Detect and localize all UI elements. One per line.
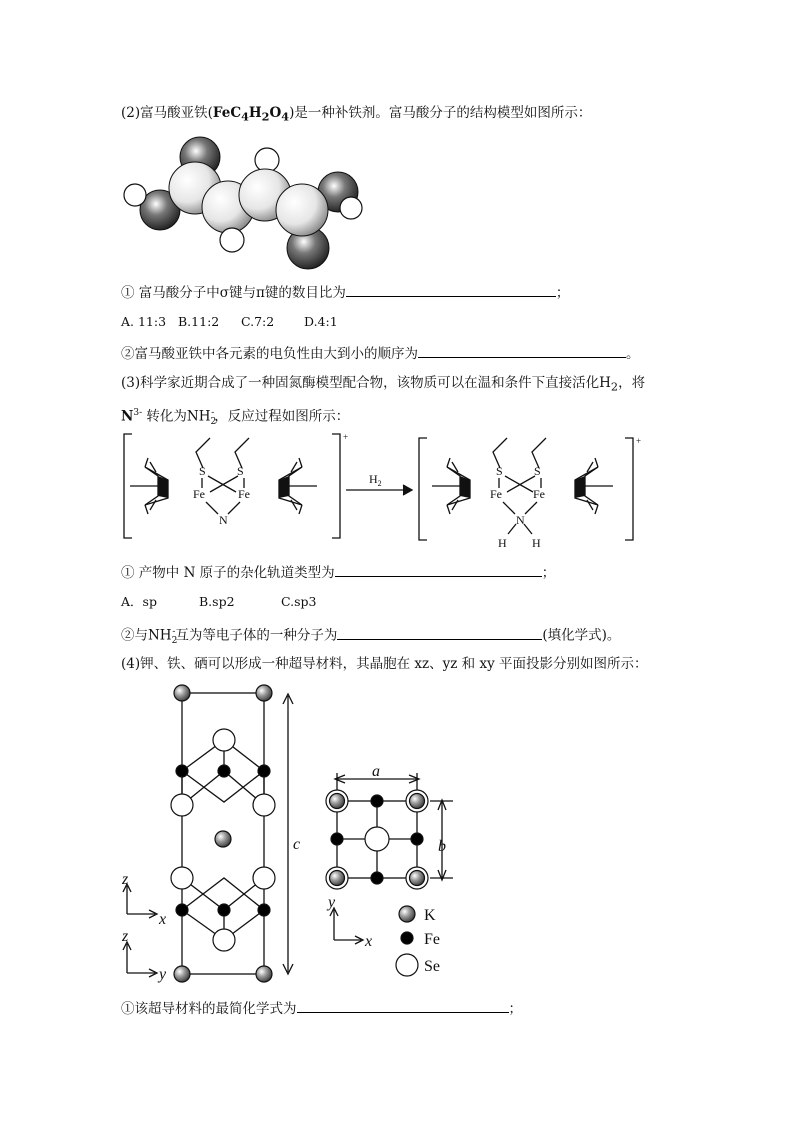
q2-item2-text: ②富马酸亚铁中各元素的电负性由大到小的顺序为 xyxy=(121,346,418,362)
n-symbol: N xyxy=(121,408,134,425)
q3-item1-end: ； xyxy=(541,565,556,581)
q3-intro2-end: ，反应过程如图所示： xyxy=(214,408,350,425)
sub-4b: 4 xyxy=(281,109,290,124)
nitrogen-label: N xyxy=(219,513,228,527)
k-atom xyxy=(410,794,425,809)
hydrogen-label: H xyxy=(498,536,507,550)
fe-atom xyxy=(176,765,188,777)
se-atom xyxy=(365,827,389,851)
q2-item1 xyxy=(121,282,569,302)
q2-intro xyxy=(121,104,591,126)
fe-atom xyxy=(371,872,383,884)
sulfur-label: S xyxy=(199,464,206,478)
charge-label: + xyxy=(343,432,349,442)
sub-2a: 2 xyxy=(261,109,270,124)
k-atom xyxy=(256,685,272,701)
se-atom xyxy=(253,867,275,889)
hydrogen-label: H xyxy=(532,536,541,550)
q4-item1-text: ①该超导材料的最简化学式为 xyxy=(121,1001,297,1017)
reaction-scheme xyxy=(120,428,650,556)
k-atom xyxy=(174,966,190,982)
iron-label: Fe xyxy=(193,487,205,501)
se-atom xyxy=(213,929,235,951)
charge-label: + xyxy=(636,436,642,446)
q3-options xyxy=(121,593,316,611)
q3-item2 xyxy=(121,623,620,650)
k-atom xyxy=(215,831,231,847)
q3-item2-prefix: ②与NH xyxy=(121,627,172,644)
k-atom xyxy=(256,966,272,982)
iron-label: Fe xyxy=(238,487,250,501)
q4-intro xyxy=(121,655,648,673)
option-d[interactable]: D.4:1 xyxy=(304,314,338,329)
axis-z-label: z xyxy=(122,928,129,945)
k-atom xyxy=(174,685,190,701)
q3-intro2-mid: 转化为NH xyxy=(142,408,211,425)
label-b: b xyxy=(438,838,446,855)
option-c[interactable]: C.sp3 xyxy=(281,594,317,609)
q3-item1-text: ① 产物中 N 原子的杂化轨道类型为 xyxy=(121,565,335,581)
fe-atom xyxy=(218,904,230,916)
carbon-atom xyxy=(276,184,328,236)
q3-intro1-text: (3)科学家近期合成了一种固氮酶模型配合物，该物质可以在温和条件下直接活化H xyxy=(121,375,611,391)
q2-intro-suffix: )是一种补铁剂。富马酸分子的结构模型如图所示： xyxy=(289,105,592,121)
formula-fec: FeC xyxy=(212,105,242,121)
se-atom xyxy=(253,794,275,816)
iron-label: Fe xyxy=(533,487,545,501)
fe-atom xyxy=(258,904,270,916)
sub-2: 2 xyxy=(610,380,619,394)
sub-2: 2 xyxy=(171,636,178,647)
hydrogen-atom xyxy=(124,184,146,206)
option-c[interactable]: C.7:2 xyxy=(241,314,275,329)
k-atom xyxy=(410,871,425,886)
legend-k-marker xyxy=(399,906,415,922)
sup-3minus: 3- xyxy=(133,408,143,418)
q3-intro1-end: ，将 xyxy=(618,375,646,391)
se-atom xyxy=(171,794,193,816)
option-b[interactable]: B.11:2 xyxy=(178,314,220,329)
q2-item2 xyxy=(121,343,640,363)
se-atom xyxy=(213,729,235,751)
fe-atom xyxy=(411,833,423,845)
fe-atom xyxy=(331,833,343,845)
q3-item1 xyxy=(121,562,555,582)
legend-fe-label: Fe xyxy=(424,931,440,948)
label-c: c xyxy=(293,836,301,853)
option-a[interactable]: A．sp xyxy=(121,594,157,609)
iron-label: Fe xyxy=(490,487,502,501)
nitrogen-label: N xyxy=(516,513,525,527)
answer-blank[interactable] xyxy=(346,282,556,297)
sup-minus: - xyxy=(211,408,215,418)
answer-blank[interactable] xyxy=(337,625,542,640)
k-atom xyxy=(330,871,345,886)
q2-options xyxy=(121,313,338,331)
q3-item2-end: (填化学式)。 xyxy=(542,627,621,644)
q3-intro1 xyxy=(121,374,645,397)
fumaric-acid-model xyxy=(115,135,375,265)
reagent-h2: $H_2$ xyxy=(369,472,382,488)
fe-atom xyxy=(176,904,188,916)
q2-item1-end: ； xyxy=(555,285,570,301)
legend-se-label: Se xyxy=(424,958,440,975)
fe-atom xyxy=(218,765,230,777)
answer-blank[interactable] xyxy=(297,998,509,1013)
q2-item1-text: ① 富马酸分子中σ键与π键的数目比为 xyxy=(121,285,346,301)
q4-intro-text: (4)钾、铁、硒可以形成一种超导材料，其晶胞在 xz、yz 和 xy 平面投影分别如图所示： xyxy=(121,656,648,672)
crystal-projection-diagram xyxy=(115,682,475,987)
fe-atom xyxy=(371,795,383,807)
legend-se-marker xyxy=(396,954,418,976)
fe-atom xyxy=(258,765,270,777)
se-atom xyxy=(171,867,193,889)
sulfur-label: S xyxy=(237,464,244,478)
q2-intro-prefix: (2)富马酸亚铁( xyxy=(121,105,213,121)
axis-z-label: z xyxy=(122,871,129,888)
q2-item2-end: 。 xyxy=(626,346,640,362)
answer-blank[interactable] xyxy=(335,562,542,577)
answer-blank[interactable] xyxy=(418,343,626,358)
axis-x-label: x xyxy=(159,911,167,928)
label-a: a xyxy=(372,763,380,780)
hydrogen-atom xyxy=(340,197,362,219)
formula-o: O xyxy=(269,105,282,121)
legend-k-label: K xyxy=(424,907,436,924)
axis-x-label: x xyxy=(365,933,373,950)
legend-fe-marker xyxy=(401,932,413,944)
formula-h: H xyxy=(248,105,262,121)
hydrogen-atom xyxy=(255,148,279,172)
axis-y-label: y xyxy=(328,894,336,911)
sub-4a: 4 xyxy=(241,109,249,124)
option-b[interactable]: B.sp2 xyxy=(199,594,235,609)
sup-minus: - xyxy=(172,627,176,637)
axis-y-label: y xyxy=(159,966,167,983)
sub-2: 2 xyxy=(210,417,217,428)
q3-item2-mid: 互为等电子体的一种分子为 xyxy=(175,627,338,644)
hydrogen-atom xyxy=(220,228,244,252)
sulfur-label: S xyxy=(534,464,541,478)
sulfur-label: S xyxy=(496,464,503,478)
q4-item1-end: ； xyxy=(508,1001,522,1017)
option-a[interactable]: A. 11:3 xyxy=(121,314,167,329)
k-atom xyxy=(330,794,345,809)
q4-item1 xyxy=(121,998,522,1018)
